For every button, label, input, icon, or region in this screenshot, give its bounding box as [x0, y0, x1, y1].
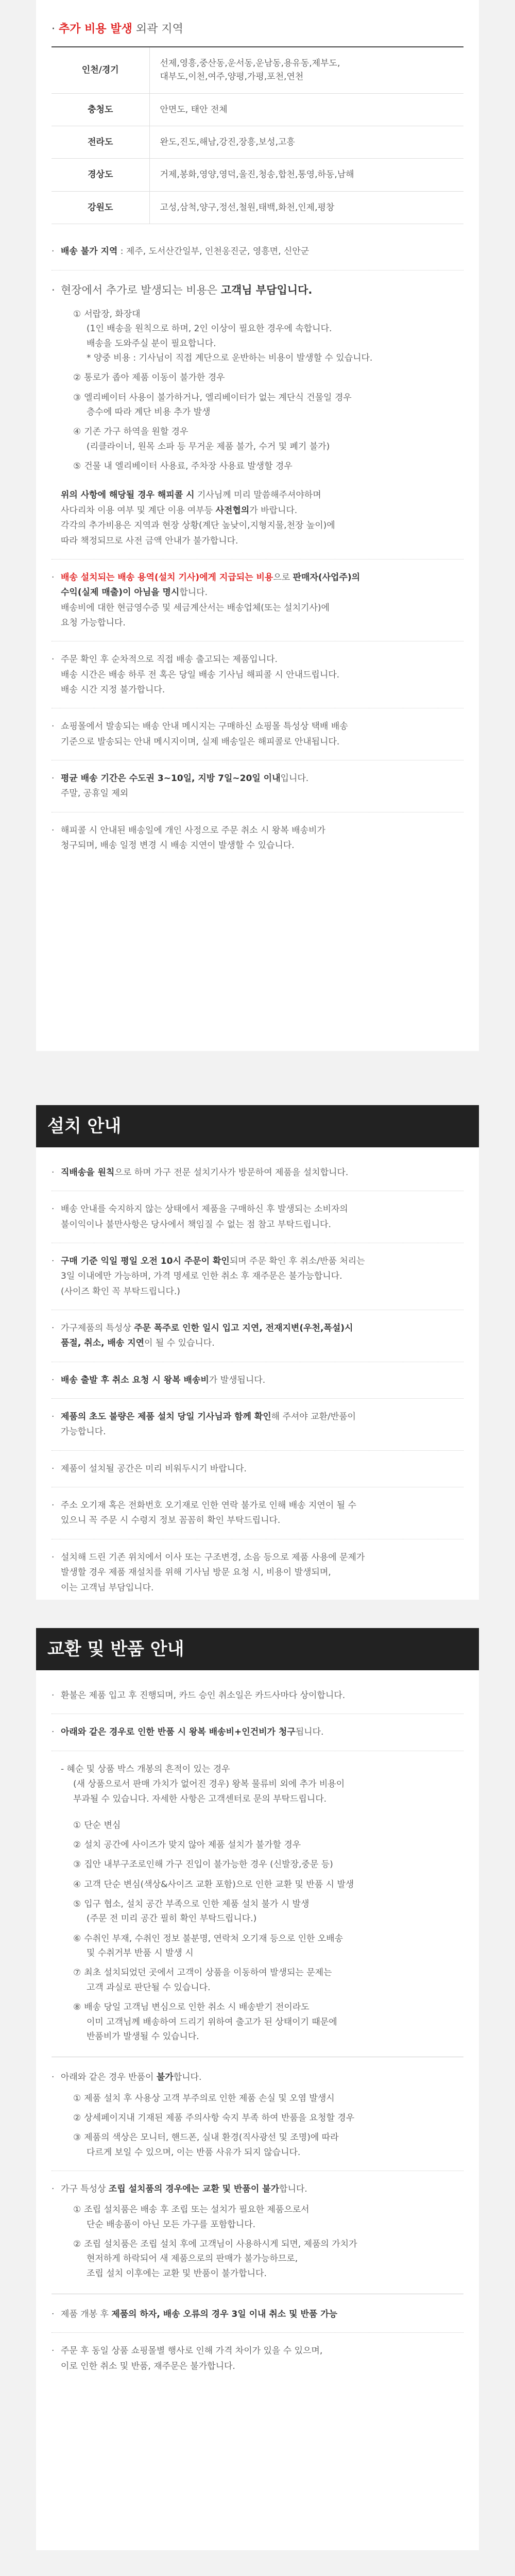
exchange-return-cases — [52, 1819, 464, 2043]
exchange-e3-line: (새 상품으로서 판매 가치가 없어진 경우) 왕복 물류비 외에 추가 비용이 — [73, 1779, 345, 1790]
install-p9-line: 발생할 경우 제품 재설치를 위해 기사님 방문 요청 시, 비용이 발생되며, — [61, 1567, 331, 1578]
item-number: ② — [73, 1840, 81, 1851]
region-cities-line: 완도,진도,해남,강진,장흥,보성,고흥 — [160, 137, 295, 148]
extra-cost-notice — [52, 282, 464, 299]
install-p2-line: 불이익이나 불만사항은 당사에서 책임질 수 없는 점 참고 부탁드립니다. — [61, 1219, 331, 1230]
install-p8-line: 있으니 꼭 주문 시 수령지 정보 꼼꼼히 확인 부탁드립니다. — [61, 1515, 281, 1526]
item-text: 조립 설치 이후에는 교환 및 반품이 불가합니다. — [87, 2268, 267, 2279]
region-row — [52, 47, 464, 93]
item-number: ③ — [73, 2132, 81, 2143]
item-number: ③ — [73, 392, 81, 403]
install-p1-rest: 으로 하며 가구 전문 설치기사가 방문하여 제품을 설치합니다. — [114, 1167, 349, 1178]
install-fee-line2-rest: 합니다. — [179, 587, 208, 598]
exchange-e2 — [52, 1725, 464, 1739]
item-number: ⑤ — [73, 461, 81, 472]
item-text: 입구 협소, 설치 공간 부족으로 인한 제품 설치 불가 시 발생 — [84, 1899, 310, 1910]
numbered-item — [73, 1897, 464, 1926]
install-p3-l2: 3일 이내에만 가능하며, 가격 명세로 인한 취소 후 재주문은 불가능합니다. — [61, 1271, 342, 1282]
install-p8-line: · 주소 오기재 혹은 전화번호 오기재로 인한 연락 불가로 인해 배송 지연이 될 수 — [61, 1500, 356, 1511]
avg-rest: 입니다. — [280, 773, 309, 784]
notice-p1-rest: 기사님께 미리 말씀해주셔야하며 — [194, 490, 321, 501]
exchange-e5-pre: 가구 특성상 — [61, 2183, 109, 2194]
divider — [52, 559, 464, 560]
install-fee-red: 배송 설치되는 배송 용역(설치 기사)에게 지급되는 비용 — [61, 572, 273, 583]
item-text: 단순 변심 — [84, 1820, 121, 1831]
order1-line: 배송 시간 지정 불가합니다. — [61, 684, 165, 695]
item-text: 설치 공간에 사이즈가 맞지 않아 제품 설치가 불가할 경우 — [84, 1840, 301, 1851]
exchange-e3-line: 부과될 수 있습니다. 자세한 사항은 고객센터로 문의 부탁드립니다. — [73, 1794, 327, 1805]
numbered-item — [73, 1819, 464, 1832]
exchange-e2-rest: 됩니다. — [295, 1727, 324, 1738]
region-cities-line: 고성,삼척,양구,정선,철원,태백,화천,인제,평창 — [160, 202, 335, 213]
extra-cost-title-rest: 외곽 지역 — [132, 23, 183, 36]
extra-cost-title-red: 추가 비용 발생 — [59, 23, 132, 36]
region-table — [52, 46, 464, 224]
numbered-item — [73, 1858, 464, 1871]
divider — [52, 1398, 464, 1399]
numbered-item — [73, 308, 464, 365]
exchange-e5 — [52, 2182, 464, 2196]
exchange-e5-bold: 조립 설치품의 경우에는 교환 및 반품이 불가 — [108, 2183, 280, 2194]
happy-line: · 해피콜 시 안내된 배송일에 개인 사정으로 주문 취소 시 왕복 배송비가 — [61, 825, 325, 836]
item-number: ② — [73, 372, 81, 383]
item-text: 고객 단순 변심(색상&사이즈 교환 포함)으로 인한 교환 및 반품 시 발생 — [84, 1879, 354, 1890]
install-p6 — [52, 1410, 464, 1439]
install-p3-rest: 되며 주문 확인 후 취소/반품 처리는 — [229, 1256, 365, 1267]
avg-bold: 평균 배송 기간은 수도권 3~10일, 지방 7일~20일 이내 — [61, 773, 281, 784]
exchange-e6 — [52, 2308, 464, 2321]
item-text: 제품 설치 후 사용상 고객 부주의로 인한 제품 손실 및 오염 발생시 — [84, 2093, 335, 2104]
install-p3-bold: 구매 기준 익일 평일 오전 10시 주문이 확인 — [61, 1256, 230, 1267]
item-text: 배송 당일 고객님 변심으로 인한 취소 시 배송받기 전이라도 — [84, 2002, 310, 2013]
install-fee-bold: 판매자(사업주)의 — [293, 572, 360, 583]
impossible-area — [52, 245, 464, 258]
region-cities — [149, 126, 464, 159]
install-fee-mid: 으로 — [273, 572, 293, 583]
happy-call-notice — [52, 488, 464, 547]
item-text: 건물 내 엘리베이터 사용료, 주차장 사용료 발생할 경우 — [84, 461, 293, 472]
exchange-card — [36, 1628, 479, 2550]
notice-p1-bold: 위의 사항에 해당될 경우 해피콜 시 — [61, 490, 195, 501]
numbered-item — [73, 2203, 464, 2231]
notice-p3: 각각의 추가비용은 지역과 현장 상황(계단 높낮이,지형지물,천장 높이)에 — [61, 520, 335, 531]
item-number: ① — [73, 1820, 81, 1831]
item-number: ① — [73, 309, 81, 320]
exchange-e7-line: · 주문 후 동일 상품 쇼핑몰별 행사로 인해 가격 차이가 있을 수 있으며, — [61, 2346, 323, 2357]
numbered-item — [73, 2238, 464, 2280]
item-number: ① — [73, 2093, 81, 2104]
item-number: ④ — [73, 427, 81, 437]
exchange-e4 — [52, 2071, 464, 2084]
numbered-item — [73, 1932, 464, 1960]
install-p5-bold: 배송 출발 후 취소 요청 시 왕복 배송비 — [61, 1375, 209, 1385]
region-cities — [149, 93, 464, 126]
region-cities-line: 대부도,이천,여주,양평,가평,포천,연천 — [160, 72, 304, 82]
numbered-item — [73, 371, 464, 384]
item-number: ② — [73, 2112, 81, 2123]
region-cities — [149, 47, 464, 93]
region-name: 경상도 — [52, 159, 149, 191]
item-number: ① — [73, 2205, 81, 2215]
install-p6-rest: 해 주셔야 교환/반품이 — [271, 1412, 356, 1422]
region-name: 전라도 — [52, 126, 149, 159]
happy-line: 청구되며, 배송 일정 변경 시 배송 지연이 발생할 수 있습니다. — [61, 840, 295, 851]
numbered-item — [73, 391, 464, 419]
numbered-item — [73, 1878, 464, 1891]
item-text: (리클라이너, 원목 소파 등 무거운 제품 불가, 수거 및 폐기 불가) — [87, 441, 330, 452]
install-p4-rest: 이 될 수 있습니다. — [144, 1338, 215, 1349]
extra-cost-title — [52, 0, 464, 46]
install-p2-line: · 배송 안내를 숙지하지 않는 상태에서 제품을 구매하신 후 발생되는 소비자의 — [61, 1204, 348, 1215]
order1-line: 배송 시간은 배송 하루 전 혹은 당일 배송 기사님 해피콜 시 안내드립니다. — [61, 669, 340, 680]
exchange-e4-bold: 불가 — [156, 2072, 174, 2083]
item-text: 층수에 따라 계단 비용 추가 발생 — [87, 407, 211, 418]
item-text: 기존 가구 하역을 원할 경우 — [84, 427, 188, 437]
item-number: ② — [73, 2239, 81, 2249]
install-p4-pre: 가구제품의 특성상 — [61, 1323, 134, 1334]
item-text: 최초 설치되었던 곳에서 고객이 상품을 이동하여 발생되는 문제는 — [84, 1968, 332, 1978]
region-cities-line: 거제,봉화,영양,영덕,울진,청송,합천,통영,하동,남해 — [160, 170, 354, 180]
item-number: ③ — [73, 1859, 81, 1870]
install-p4 — [52, 1321, 464, 1350]
install-p2 — [52, 1202, 464, 1231]
no-return-cases — [52, 2092, 464, 2159]
region-name: 강원도 — [52, 191, 149, 224]
install-p4-bold: 주문 폭주로 인한 일시 입고 지연, 전재지변(우천,폭설)시 — [134, 1323, 353, 1334]
install-p9 — [52, 1551, 464, 1595]
item-text: 이미 고객님께 배송하여 드리기 위하여 출고가 된 상태이기 때문에 — [87, 2016, 337, 2027]
extra-cost-bold: 고객님 부담입니다. — [220, 283, 313, 296]
item-text: 엘리베이터 사용이 불가하거나, 엘리베이터가 없는 계단식 건물일 경우 — [84, 392, 352, 403]
item-text: 및 수취거부 반품 시 발생 시 — [87, 1948, 194, 1959]
region-name: 충청도 — [52, 93, 149, 126]
assembly-cases — [52, 2203, 464, 2280]
notice-p4: 따라 책정되므로 사전 금액 안내가 불가합니다. — [61, 535, 238, 546]
item-text: 집안 내부구조로인해 가구 진입이 불가능한 경우 (신발장,중문 등) — [84, 1859, 333, 1870]
item-text: 고객 과실로 판단될 수 있습니다. — [87, 1982, 211, 1993]
numbered-item — [73, 2092, 464, 2105]
impossible-text: : 제주, 도서산간일부, 인천옹진군, 영흥면, 신안군 — [117, 246, 310, 257]
exchange-e3-line: - 혜순 및 상품 박스 개봉의 흔적이 있는 경우 — [61, 1764, 230, 1774]
order-info-2 — [52, 720, 464, 749]
item-text: 반품비가 발생될 수 있습니다. — [87, 2031, 199, 2042]
divider — [52, 2332, 464, 2333]
install-p6-bold: 제품의 초도 불량은 제품 설치 당일 기사님과 함께 확인 — [61, 1412, 271, 1422]
install-fee-line4: 요청 가능합니다. — [61, 617, 126, 628]
item-text: (주문 전 미리 공간 필히 확인 부탁드립니다.) — [87, 1913, 257, 1924]
install-header: 설치 안내 — [36, 1105, 479, 1147]
install-p3 — [52, 1255, 464, 1298]
install-p4-bold2: 품절, 취소, 배송 지연 — [61, 1338, 145, 1349]
region-row — [52, 93, 464, 126]
install-p7: · 제품이 설치될 공간은 미리 비워두시기 바랍니다. — [52, 1462, 464, 1476]
exchange-header: 교환 및 반품 안내 — [36, 1628, 479, 1670]
item-text: * 양중 비용 : 기사님이 직접 계단으로 운반하는 비용이 발생할 수 있습니다. — [87, 353, 373, 364]
bullet: · — [52, 23, 59, 36]
divider — [52, 1450, 464, 1451]
notice-p2-rest: 가 바랍니다. — [249, 505, 298, 516]
item-text: 상세페이지내 기재된 제품 주의사항 숙지 부족 하여 반품을 요청할 경우 — [84, 2112, 355, 2123]
item-text: 조립 설치품은 조립 설치 후에 고객님이 사용하시게 되면, 제품의 가치가 — [84, 2239, 357, 2249]
region-row — [52, 126, 464, 159]
numbered-item — [73, 2131, 464, 2159]
install-fee-line3: 배송비에 대한 현금영수증 및 세금계산서는 배송업체(또는 설치기사)에 — [61, 602, 330, 613]
item-text: 제품의 색상은 모니터, 핸드폰, 실내 환경(직사광선 및 조명)에 따라 — [84, 2132, 339, 2143]
install-p3-l3: (사이즈 확인 꼭 부탁드립니다.) — [61, 1286, 180, 1297]
item-number: ⑤ — [73, 1899, 81, 1910]
install-p9-line: 이는 고객님 부담입니다. — [61, 1582, 154, 1593]
avg-delivery — [52, 772, 464, 801]
item-number: ④ — [73, 1879, 81, 1890]
impossible-label: 배송 불가 지역 — [61, 246, 118, 257]
exchange-e6-pre: 제품 개봉 후 — [61, 2309, 112, 2319]
install-p5-rest: 가 발생됩니다. — [209, 1375, 266, 1385]
item-text: 다르게 보일 수 있으며, 이는 반품 사유가 되지 않습니다. — [87, 2147, 301, 2158]
order-info-1 — [52, 653, 464, 697]
exchange-e3 — [61, 1762, 464, 1806]
region-row — [52, 191, 464, 224]
region-cities — [149, 191, 464, 224]
numbered-item — [73, 2111, 464, 2125]
item-text: 조립 설치품은 배송 후 조립 또는 설치가 필요한 제품으로서 — [84, 2205, 310, 2215]
item-text: 단순 배송품이 아닌 모든 가구를 포함합니다. — [87, 2219, 256, 2230]
extra-cost-pre: 현장에서 추가로 발생되는 비용은 — [61, 283, 221, 296]
happy-call-cancel — [52, 824, 464, 853]
install-fee-notice — [52, 571, 464, 630]
install-card — [36, 1105, 479, 1600]
exchange-e4-rest: 합니다. — [173, 2072, 202, 2083]
item-text: (1인 배송을 원칙으로 하며, 2인 이상이 필요한 경우에 속합니다. — [87, 324, 332, 334]
item-text: 현저하게 하락되어 새 제품으로의 판매가 불가능하므로, — [87, 2253, 298, 2264]
region-cities — [149, 159, 464, 191]
install-p8 — [52, 1499, 464, 1528]
exchange-e5-rest: 합니다. — [279, 2183, 307, 2194]
numbered-item — [73, 1838, 464, 1852]
exchange-e7-line: 이로 인한 취소 및 반품, 재주문은 불가합니다. — [61, 2361, 235, 2371]
item-number: ⑦ — [73, 1968, 81, 1978]
avg-sub: 주말, 공휴일 제외 — [61, 788, 129, 799]
numbered-item — [73, 460, 464, 473]
numbered-item — [73, 1966, 464, 1994]
install-p9-line: · 설치해 드린 기존 위치에서 이사 또는 구조변경, 소음 등으로 제품 사용에 문제가 — [61, 1552, 365, 1563]
exchange-e2-bold: 아래와 같은 경우로 인한 반품 시 왕복 배송비+인건비가 청구 — [61, 1727, 296, 1738]
exchange-e4-pre: 아래와 같은 경우 반품이 — [61, 2072, 157, 2083]
shipping-card — [36, 0, 479, 1051]
item-text: 수취인 부재, 수취인 정보 불분명, 연락처 오기재 등으로 인한 오배송 — [84, 1933, 344, 1944]
extra-cost-items — [52, 308, 464, 473]
item-number: ⑥ — [73, 1933, 81, 1944]
install-p6-l2: 가능합니다. — [61, 1427, 106, 1437]
exchange-e6-bold: 제품의 하자, 배송 오류의 경우 3일 이내 취소 및 반품 가능 — [111, 2309, 338, 2319]
item-number: ⑧ — [73, 2002, 81, 2013]
region-cities-line: 선제,영흥,중산동,운서동,운남동,용유동,제부도, — [160, 58, 340, 69]
region-row — [52, 159, 464, 191]
order1-line: · 주문 확인 후 순차적으로 직접 배송 출고되는 제품입니다. — [61, 654, 278, 665]
region-cities-line: 안면도, 태안 전체 — [160, 104, 228, 115]
region-name: 인천/경기 — [52, 47, 149, 93]
exchange-e1: · 환불은 제품 입고 후 진행되며, 카드 승인 취소일은 카드사마다 상이합니다. — [52, 1689, 464, 1702]
install-p5 — [52, 1374, 464, 1387]
item-text: 서랍장, 화장대 — [84, 309, 141, 320]
order2-line: · 쇼핑몰에서 발송되는 배송 안내 메시지는 구매하신 쇼핑몰 특성상 택배 배송 — [61, 721, 348, 732]
notice-p2-pre: 사다리차 이용 여부 및 계단 이용 여부등 — [61, 505, 216, 516]
install-p1 — [52, 1166, 464, 1179]
install-p1-bold: 직배송을 원칙 — [61, 1167, 115, 1178]
numbered-item — [73, 2001, 464, 2043]
item-text: 통로가 좁아 제품 이동이 불가한 경우 — [84, 372, 225, 383]
numbered-item — [73, 425, 464, 453]
install-fee-line2: 수익(실제 매출)이 아님을 명시 — [61, 587, 180, 598]
exchange-e7 — [52, 2344, 464, 2373]
notice-p2-bold: 사전협의 — [215, 505, 250, 516]
order2-line: 기준으로 발송되는 안내 메시지이며, 실제 배송일은 해피콜로 안내됩니다. — [61, 736, 340, 747]
item-text: 배송을 도와주실 분이 필요합니다. — [87, 338, 216, 349]
